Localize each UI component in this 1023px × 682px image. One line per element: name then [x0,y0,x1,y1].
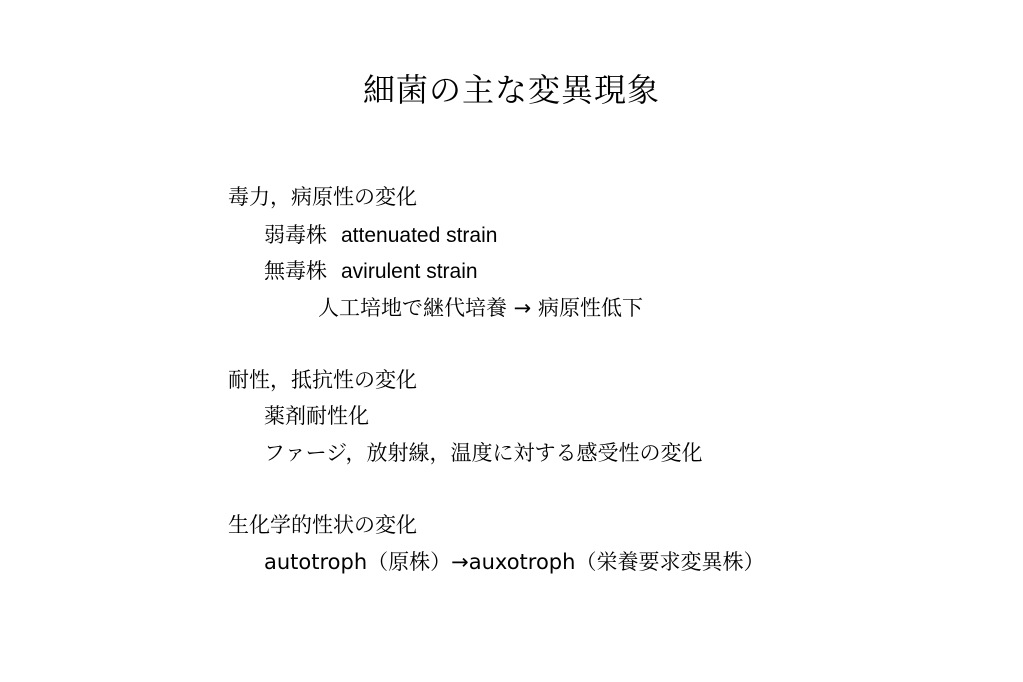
list-item-drug-resistance: 薬剤耐性化 [264,404,369,428]
list-item-attenuated [264,221,497,250]
term-english: attenuated strain [341,224,498,247]
list-item-sensitivity: ファージ，放射線，温度に対する感受性の変化 [264,441,703,465]
list-item-auxotroph: autotroph（原株）→auxotroph（栄養要求変異株） [264,550,765,574]
list-item-avirulent [264,257,478,286]
section-heading-virulence: 毒力，病原性の変化 [228,185,417,209]
term-english: avirulent strain [341,260,478,283]
slide-title: 細菌の主な変異現象 [362,71,660,109]
section-heading-resistance: 耐性，抵抗性の変化 [228,368,417,392]
section-heading-biochemical: 生化学的性状の変化 [228,513,417,537]
term-japanese: 無毒株 [264,259,327,283]
term-japanese: 弱毒株 [264,223,327,247]
list-item-subculture: 人工培地で継代培養 → 病原性低下 [318,296,643,320]
